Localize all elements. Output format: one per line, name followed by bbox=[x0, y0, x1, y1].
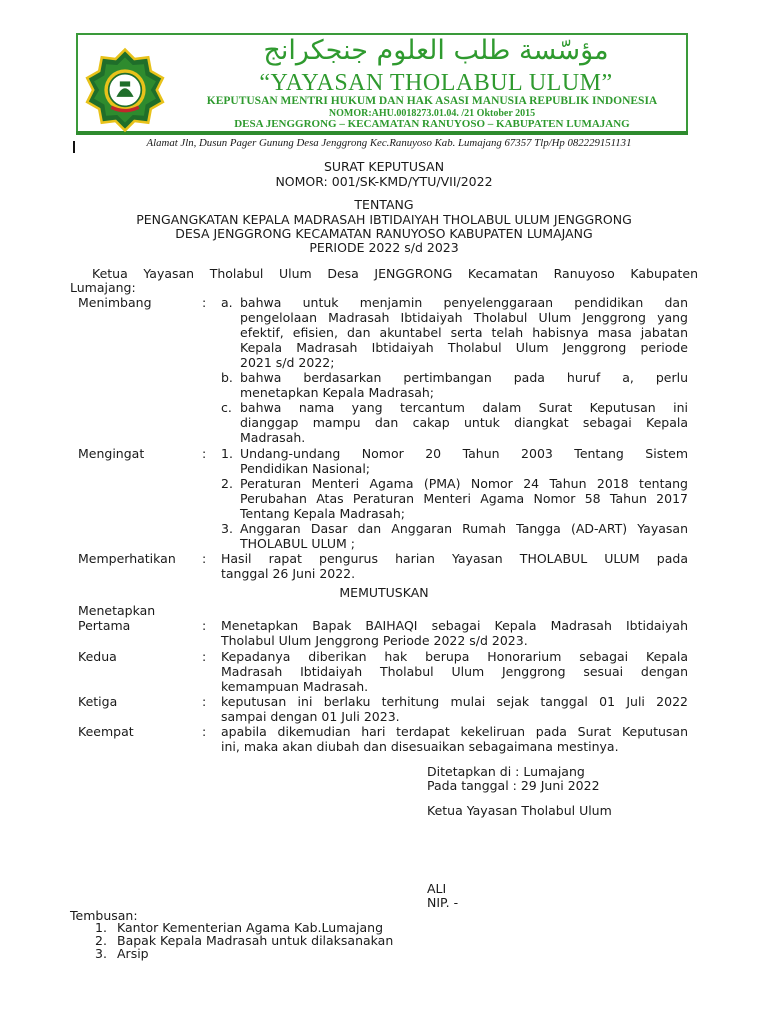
memperhatikan-line: Hasil rapat pengurus harian Yayasan THOLABUL ULUM pada bbox=[221, 551, 688, 566]
colon: : bbox=[202, 295, 207, 310]
colon: : bbox=[202, 694, 207, 709]
list-item-line: Anggaran Dasar dan Anggaran Rumah Tangga (AD-ART) Yayasan bbox=[240, 521, 688, 536]
list-item-line: Undang-undang Nomor 20 Tahun 2003 Tentang Sistem bbox=[240, 446, 688, 461]
decision-label: Keempat bbox=[78, 724, 134, 739]
decree-title: SURAT KEPUTUSAN bbox=[323, 159, 445, 174]
list-marker: a. bbox=[221, 295, 233, 310]
tentang-label: TENTANG bbox=[354, 197, 414, 212]
menetapkan-label: Menetapkan bbox=[78, 603, 156, 618]
list-item-line: Madrasah. bbox=[240, 430, 306, 445]
list-item-line: Perubahan Atas Peraturan Menteri Agama Nomor 58 Tahun 2017 bbox=[240, 491, 688, 506]
tembusan-marker: 3. bbox=[95, 946, 107, 961]
colon: : bbox=[202, 724, 207, 739]
signatory-name: ALI bbox=[427, 881, 447, 896]
decision-line: Madrasah Ibtidaiyah Tholabul Ulum Jenggrong sesuai dengan bbox=[221, 664, 688, 679]
decision-line: apabila dikemudian hari terdapat kekeliruan pada Surat Keputusan bbox=[221, 724, 688, 739]
intro-line: Ketua Yayasan Tholabul Ulum Desa JENGGRONG Kecamatan Ranuyoso Kabupaten bbox=[92, 266, 698, 281]
list-item-line: Kepala Madrasah Ibtidaiyah Tholabul Ulum Jenggrong periode bbox=[240, 340, 688, 355]
tembusan-item: Bapak Kepala Madrasah untuk dilaksanakan bbox=[117, 933, 394, 948]
margin-mark bbox=[73, 141, 75, 153]
list-item-line: dianggap mampu dan cakap untuk diangkat sebagai Kepala bbox=[240, 415, 688, 430]
list-item-line: pengelolaan Madrasah Ibtidaiyah Tholabul Ulum Jenggrong yang bbox=[240, 310, 688, 325]
list-item-line: bahwa nama yang tercantum dalam Surat Keputusan ini bbox=[240, 400, 688, 415]
list-marker: b. bbox=[221, 370, 233, 385]
menimbang-label: Menimbang bbox=[78, 295, 152, 310]
tembusan-item: Kantor Kementerian Agama Kab.Lumajang bbox=[117, 920, 384, 935]
mengingat-label: Mengingat bbox=[78, 446, 145, 461]
list-item-line: Peraturan Menteri Agama (PMA) Nomor 24 Tahun 2018 tentang bbox=[240, 476, 688, 491]
subject-line: PENGANGKATAN KEPALA MADRASAH IBTIDAIYAH THOLABUL ULUM JENGGRONG bbox=[136, 212, 632, 227]
list-item-line: bahwa berdasarkan pertimbangan pada huruf a, perlu bbox=[240, 370, 688, 385]
list-item-line: THOLABUL ULUM ; bbox=[240, 536, 355, 551]
list-item-line: bahwa untuk menjamin penyelenggaraan pendidikan dan bbox=[240, 295, 688, 310]
signature-date: Pada tanggal : 29 Juni 2022 bbox=[427, 778, 600, 793]
legal-number: NOMOR:AHU.0018273.01.04. /21 Oktober 2015 bbox=[328, 108, 536, 119]
decree-number: NOMOR: 001/SK-KMD/YTU/VII/2022 bbox=[275, 174, 493, 189]
list-marker: 2. bbox=[221, 476, 233, 491]
list-item-line: efektif, efisien, dan akuntabel serta telah habisnya masa jabatan bbox=[240, 325, 688, 340]
colon: : bbox=[202, 618, 207, 633]
memutuskan-heading: MEMUTUSKAN bbox=[339, 585, 429, 600]
decision-line: Menetapkan Bapak BAIHAQI sebagai Kepala Madrasah Ibtidaiyah bbox=[221, 618, 688, 633]
legal-basis: KEPUTUSAN MENTRI HUKUM DAN HAK ASASI MANUSIA REPUBLIK INDONESIA bbox=[206, 95, 658, 107]
decision-label: Pertama bbox=[78, 618, 131, 633]
arabic-foundation-name: مؤسّسة طلب العلوم جنجكرانج bbox=[263, 35, 609, 66]
letterhead bbox=[76, 33, 688, 155]
decision-line: Tholabul Ulum Jenggrong Periode 2022 s/d 2023. bbox=[221, 633, 528, 648]
memperhatikan-line: tanggal 26 Juni 2022. bbox=[221, 566, 356, 581]
colon: : bbox=[202, 551, 207, 566]
signature-role: Ketua Yayasan Tholabul Ulum bbox=[427, 803, 612, 818]
subject-line: PERIODE 2022 s/d 2023 bbox=[309, 240, 459, 255]
decision-label: Kedua bbox=[78, 649, 117, 664]
decision-line: ini, maka akan diubah dan disesuaikan sebagaimana mestinya. bbox=[221, 739, 619, 754]
list-marker: 3. bbox=[221, 521, 233, 536]
colon: : bbox=[202, 649, 207, 664]
foundation-title: “YAYASAN THOLABUL ULUM” bbox=[259, 70, 613, 96]
tembusan-label: Tembusan: bbox=[70, 908, 138, 923]
list-item-line: menetapkan Kepala Madrasah; bbox=[240, 385, 435, 400]
foundation-address: Alamat Jln, Dusun Pager Gunung Desa Jenggrong Kec.Ranuyoso Kab. Lumajang 67357 Tlp/Hp 082229151131 bbox=[146, 137, 632, 149]
decision-line: keputusan ini berlaku terhitung mulai sejak tanggal 01 Juli 2022 bbox=[221, 694, 688, 709]
decision-label: Ketiga bbox=[78, 694, 118, 709]
colon: : bbox=[202, 446, 207, 461]
tembusan-item: Arsip bbox=[117, 946, 149, 961]
decision-line: Kepadanya diberikan hak berupa Honorarium sebagai Kepala bbox=[221, 649, 688, 664]
memperhatikan-label: Memperhatikan bbox=[78, 551, 176, 566]
intro-line: Lumajang: bbox=[70, 280, 136, 295]
subject-line: DESA JENGGRONG KECAMATAN RANUYOSO KABUPATEN LUMAJANG bbox=[175, 226, 593, 241]
decision-line: kemampuan Madrasah. bbox=[221, 679, 369, 694]
tembusan-marker: 1. bbox=[95, 920, 107, 935]
list-item-line: Tentang Kepala Madrasah; bbox=[240, 506, 405, 521]
list-item-line: Pendidikan Nasional; bbox=[240, 461, 371, 476]
decision-line: sampai dengan 01 Juli 2023. bbox=[221, 709, 400, 724]
tembusan-marker: 2. bbox=[95, 933, 107, 948]
signature-place: Ditetapkan di : Lumajang bbox=[427, 764, 585, 779]
signatory-nip: NIP. - bbox=[427, 895, 459, 910]
list-marker: c. bbox=[221, 400, 232, 415]
list-marker: 1. bbox=[221, 446, 233, 461]
foundation-logo-icon bbox=[82, 47, 168, 133]
list-item-line: 2021 s/d 2022; bbox=[240, 355, 335, 370]
region-line: DESA JENGGRONG – KECAMATAN RANUYOSO – KABUPATEN LUMAJANG bbox=[234, 118, 630, 130]
